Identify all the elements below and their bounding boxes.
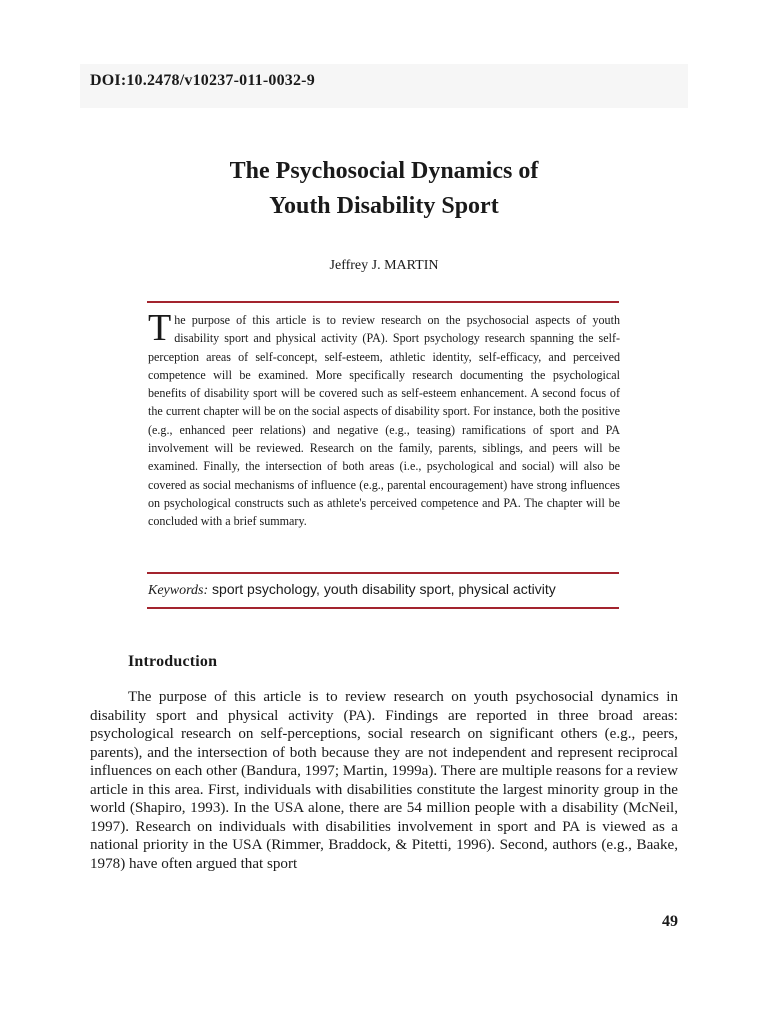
section-heading-introduction: Introduction	[128, 653, 218, 670]
keywords-value: sport psychology, youth disability sport, physical activity	[208, 581, 556, 597]
keywords-bottom-rule	[147, 607, 619, 609]
keywords-label: Keywords:	[148, 583, 209, 598]
abstract	[148, 307, 620, 531]
abstract-top-rule	[147, 301, 619, 303]
abstract-dropcap: T	[148, 307, 172, 349]
author-name: Jeffrey J. MARTIN	[329, 258, 439, 273]
page-number: 49	[662, 913, 678, 930]
abstract-text: he purpose of this article is to review research on the psychosocial aspects of youth disability sport and physical activity (PA). Sport psychology research spanning the self-perception areas of self-concept, self-esteem, athletic identity, self-efficacy, and perceived competence will be examined. More specifically research documenting the psychological benefits of disability sport will be covered such as self-esteem enhancement. A second focus of the current chapter will be on the social aspects of disability sport. For instance, both the positive (e.g., enhanced peer relations) and negative (e.g., teasing) ramifications of sport and PA involvement will be reviewed. Research on the family, parents, siblings, and peers will be examined. Finally, the intersection of both areas (i.e., psychological and social) will also be covered as social mechanisms of influence (e.g., parental encouragement) have strong influences on psychological constructs such as athlete's perceived competence and PA. The chapter will be concluded with a brief summary.	[148, 313, 620, 529]
article-title	[0, 154, 768, 224]
doi-line: DOI:10.2478/v10237-011-0032-9	[90, 72, 315, 89]
introduction-paragraph: The purpose of this article is to review research on youth psychosocial dynamics in disability sport and physical activity (PA). Findings are reported in three broad areas: psychological research on self-perceptions, social research on significant others (e.g., peers, parents), and the intersection of both because they are not independent and represent reciprocal influences on each other (Bandura, 1997; Martin, 1999a). There are multiple reasons for a review article in this area. First, individuals with disabilities constitute the largest minority group in the world (Shapiro, 1993). In the USA alone, there are 54 million people with a disability (McNeil, 1997). Research on individuals with disabilities involvement in sport and PA is viewed as a national priority in the USA (Rimmer, Braddock, & Pitetti, 1996). Second, authors (e.g., Baake, 1978) have often argued that sport	[90, 689, 678, 872]
title-line-2: Youth Disability Sport	[269, 193, 499, 219]
title-line-1: The Psychosocial Dynamics of	[229, 158, 539, 184]
keywords-line	[148, 581, 620, 599]
keywords-top-rule	[147, 572, 619, 574]
